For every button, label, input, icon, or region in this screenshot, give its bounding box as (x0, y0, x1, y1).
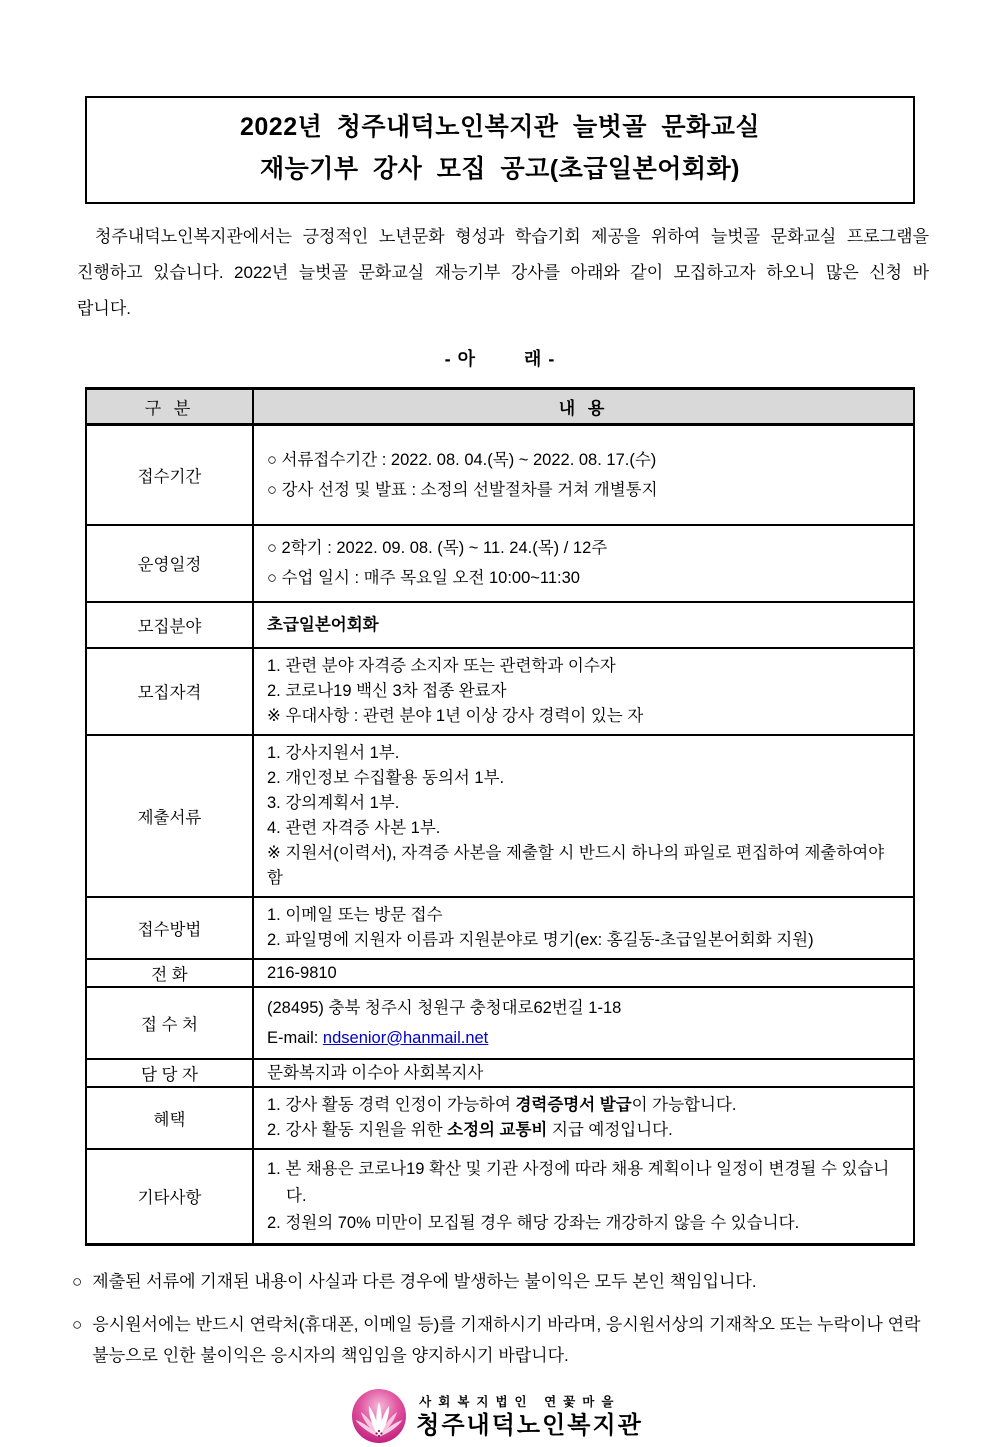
cell-line: 1. 강사지원서 1부. (267, 743, 400, 762)
below-label: - 아 래 - (444, 349, 556, 369)
row-value (253, 735, 914, 897)
row-value (253, 987, 914, 1059)
notice-title-line2: 재능기부 강사 모집 공고(초급일본어회화) (259, 155, 741, 183)
row-value (253, 648, 914, 735)
row-label: 접수기간 (86, 425, 253, 525)
row-label: 접수방법 (86, 897, 253, 959)
row-value (253, 1059, 914, 1087)
table-row-mojip-bunya (86, 602, 914, 648)
logo-text-block (416, 1393, 643, 1441)
cell-line: ○ 강사 선정 및 발표 : 소정의 선발절차를 거쳐 개별통지 (267, 480, 658, 499)
note-text: 제출된 서류에 기재된 내용이 사실과 다른 경우에 발생하는 불이익은 모두 본인 책임입니다. (92, 1272, 757, 1291)
cell-line: 초급일본어회화 (267, 615, 379, 634)
row-label: 기타사항 (86, 1149, 253, 1245)
table-row-mojip-jagyeok (86, 648, 914, 735)
table-row-damdangja (86, 1059, 914, 1087)
cell-line: 2. 코로나19 백신 3차 접종 완료자 (267, 681, 507, 700)
table-row-hyetaek (86, 1087, 914, 1149)
row-label: 운영일정 (86, 525, 253, 602)
row-value (253, 1087, 914, 1149)
table-row-jeopsucheo (86, 987, 914, 1059)
logo-center-name: 청주내덕노인복지관 (416, 1412, 643, 1439)
organization-logo (0, 1387, 992, 1447)
row-label: 제출서류 (86, 735, 253, 897)
notice-title-line1: 2022년 청주내덕노인복지관 늘벗골 문화교실 (239, 113, 760, 141)
table-row-jechul-seoryu (86, 735, 914, 897)
cell-line: 4. 관련 자격증 사본 1부. (267, 818, 441, 837)
row-label: 접 수 처 (86, 987, 253, 1059)
row-value (253, 959, 914, 987)
cell-line: ○ 2학기 : 2022. 09. 08. (목) ~ 11. 24.(목) / 12주 (267, 539, 608, 557)
row-value (253, 1149, 914, 1245)
benefit-bold: 소정의 교통비 (447, 1120, 548, 1139)
phone-number: 216-9810 (267, 963, 337, 982)
cell-line: 1. 관련 분야 자격증 소지자 또는 관련학과 이수자 (267, 656, 616, 675)
table-row-unyeong-iljeong (86, 525, 914, 602)
benefit-bold: 경력증명서 발급 (515, 1095, 632, 1114)
cell-line: ※ 지원서(이력서), 자격증 사본을 제출할 시 반드시 하나의 파일로 편집하여 제출하여야함 (267, 843, 885, 887)
row-value (253, 525, 914, 602)
cell-line: 1. 본 채용은 코로나19 확산 및 기관 사정에 따라 채용 계획이나 일정이 변경될 수 있습니다. (267, 1159, 890, 1205)
lotus-logo-icon (349, 1387, 409, 1447)
cell-line: 1. 이메일 또는 방문 접수 (267, 905, 443, 924)
footer-note-1 (72, 1266, 924, 1297)
row-value (253, 897, 914, 959)
contact-person: 문화복지과 이수아 사회복지사 (267, 1063, 484, 1082)
cell-line: ○ 수업 일시 : 매주 목요일 오전 10:00~11:30 (267, 569, 580, 587)
circle-bullet-icon: ○ (72, 1272, 83, 1291)
row-label: 모집자격 (86, 648, 253, 735)
table-header-row (86, 389, 914, 425)
table-row-jeonhwa (86, 959, 914, 987)
benefit-text: 지급 예정입니다. (547, 1120, 673, 1139)
cell-line: ○ 서류접수기간 : 2022. 08. 04.(목) ~ 2022. 08. 17.(수) (267, 450, 657, 469)
cell-line: 2. 개인정보 수집활용 동의서 1부. (267, 768, 505, 787)
benefit-text: 이 가능합니다. (631, 1095, 737, 1114)
header-gubun: 구 분 (86, 389, 253, 425)
intro-paragraph: 청주내덕노인복지관에서는 긍정적인 노년문화 형성과 학습기회 제공을 위하여 늘벗골 문화교실 프로그램을 진행하고 있습니다. 2022년 늘벗골 문화교실 재능기부 강사를 아래와 같이 모집하고자 하오니 많은 신청 바랍니다. (77, 227, 929, 318)
cell-line (267, 1093, 900, 1118)
row-label: 혜택 (86, 1087, 253, 1149)
cell-line: 3. 강의계획서 1부. (267, 793, 400, 812)
email-line (267, 1023, 900, 1053)
table-row-jeopsu-gigan (86, 425, 914, 525)
table-row-jeopsu-bangbeop (86, 897, 914, 959)
note-text: 응시원서에는 반드시 연락처(휴대폰, 이메일 등)를 기재하시기 바라며, 응시원서상의 기재착오 또는 누락이나 연락불능으로 인한 불이익은 응시자의 책임임을 양지하시기 바랍니다. (92, 1315, 921, 1365)
cell-line (267, 1118, 900, 1143)
logo-foundation-name: 사회복지법인 연꽃마을 (419, 1395, 621, 1409)
row-label: 담 당 자 (86, 1059, 253, 1087)
row-value (253, 425, 914, 525)
row-label: 전 화 (86, 959, 253, 987)
cell-line: 2. 정원의 70% 미만이 모집될 경우 해당 강좌는 개강하지 않을 수 있습니다. (267, 1213, 800, 1232)
email-link[interactable]: ndsenior@hanmail.net (322, 1028, 489, 1047)
header-naeyong: 내 용 (253, 389, 914, 425)
row-label: 모집분야 (86, 602, 253, 648)
footer-note-2 (72, 1309, 924, 1371)
email-label: E-mail: (267, 1028, 323, 1047)
row-value (253, 602, 914, 648)
circle-bullet-icon: ○ (72, 1315, 83, 1334)
notice-table (85, 387, 915, 1246)
notice-title-box (85, 96, 915, 204)
benefit-text: 1. 강사 활동 경력 인정이 가능하여 (267, 1095, 516, 1114)
table-row-gita-sahang (86, 1149, 914, 1245)
benefit-text: 2. 강사 활동 지원을 위한 (267, 1120, 448, 1139)
address-line: (28495) 충북 청주시 청원구 충청대로62번길 1-18 (267, 998, 622, 1017)
cell-line: ※ 우대사항 : 관련 분야 1년 이상 강사 경력이 있는 자 (267, 706, 644, 725)
footer-notes (72, 1266, 924, 1371)
cell-line: 2. 파일명에 지원자 이름과 지원분야로 명기(ex: 홍길동-초급일본어회화 지원) (267, 930, 814, 949)
